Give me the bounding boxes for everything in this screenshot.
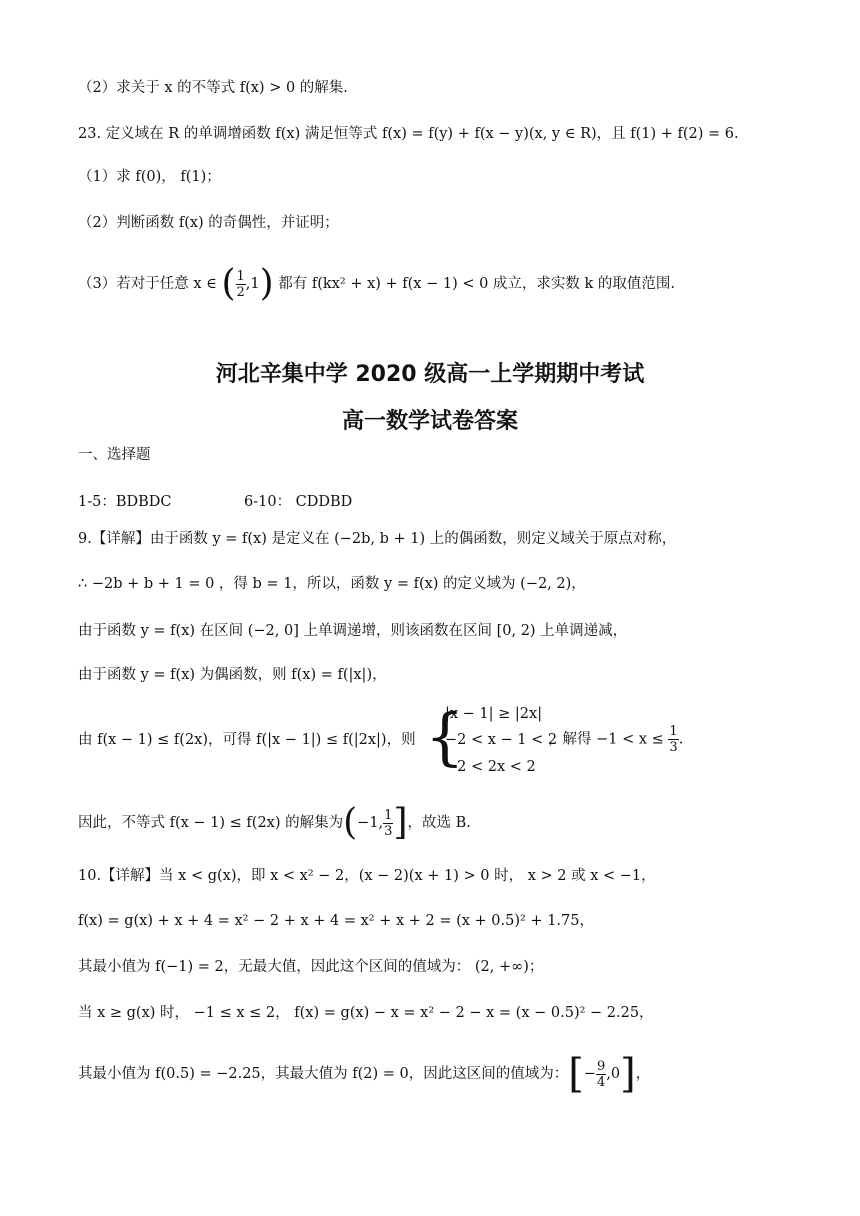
sol10-line5: 其最小值为 f(0.5) = −2.25，其最大值为 f(2) = 0，因此这区间的值域为：[− $\frac{9}{4}$ ,0]，: [78, 1051, 651, 1097]
sol10-line3: 其最小值为 f(−1) = 2，无最大值，因此这个区间的值域为： (2, +∞)；: [78, 959, 544, 975]
sol9-line2: ∴ −2b + b + 1 = 0 ，得 b = 1，所以，函数 y = f(x) 的定义域为 (−2, 2)，: [78, 576, 586, 592]
answer-title: 高一数学试卷答案: [341, 409, 518, 434]
sol9-line4: 由于函数 y = f(x) 为偶函数，则 f(x) = f(|x|)，: [78, 667, 387, 683]
sol10-line2: f(x) = g(x) + x + 4 = x² − 2 + x + 4 = x² + x + 2 = (x + 0.5)² + 1.75，: [78, 913, 594, 929]
exam-title: 河北辛集中学 2020 级高一上学期期中考试: [215, 362, 645, 387]
system-row-3: −2 < 2x < 2: [445, 759, 536, 775]
q23-part3-lead: （3）若对于任意 x ∈: [78, 276, 217, 292]
system-brace: {: [425, 700, 465, 773]
sol9-line5-lead: 由 f(x − 1) ≤ f(2x)，可得 f(|x − 1|) ≤ f(|2x|)，则: [78, 732, 416, 748]
half-fraction: $\frac{1}{2}$: [236, 268, 245, 300]
sol9-line6: 因此，不等式 f(x − 1) ≤ f(2x) 的解集为(−1, $\frac{1}{3}$ ]，故选 B.: [78, 802, 471, 843]
system-row-2: −2 < x − 1 < 2: [445, 732, 558, 748]
nine-quarters-fraction: $\frac{9}{4}$: [597, 1058, 606, 1090]
q23-part3-tail: 都有 f(kx² + x) + f(x − 1) < 0 成立，求实数 k 的取值范围.: [278, 276, 676, 292]
q23-stem: 23. 定义域在 R 的单调增函数 f(x) 满足恒等式 f(x) = f(y) + f(x − y)(x, y ∈ R)，且 f(1) + f(2) = 6.: [78, 126, 739, 142]
system-row-1: |x − 1| ≥ |2x|: [445, 706, 543, 722]
q23-part2: （2）判断函数 f(x) 的奇偶性，并证明；: [78, 215, 339, 231]
sol10-line1: 10.【详解】当 x < g(x)，即 x < x² − 2，(x − 2)(x + 1) > 0 时， x > 2 或 x < −1，: [78, 868, 656, 884]
answers-1-5: 1-5：BDBDC: [78, 494, 172, 510]
sol9-line5-tail: ，解得 −1 < x ≤ $\frac{1}{3}$ .: [548, 724, 684, 755]
sol10-line4: 当 x ≥ g(x) 时， −1 ≤ x ≤ 2， f(x) = g(x) − x = x² − 2 − x = (x − 0.5)² − 2.25，: [78, 1005, 654, 1021]
sol9-line1: 9.【详解】由于函数 y = f(x) 是定义在 (−2b, b + 1) 上的偶函数，则定义域关于原点对称，: [78, 531, 677, 547]
answers-6-10: 6-10： CDDBD: [244, 494, 353, 510]
q23-part3: （3）若对于任意 x ∈ ( $\frac{1}{2}$ ,1) 都有 f(kx² + x) + f(x − 1) < 0 成立，求实数 k 的取值范围.: [78, 263, 676, 304]
one-third-fraction: $\frac{1}{3}$: [384, 807, 393, 839]
sol9-line3: 由于函数 y = f(x) 在区间 (−2, 0] 上单调递增，则该函数在区间 [0, 2) 上单调递减，: [78, 623, 628, 639]
section-heading: 一、选择题: [78, 447, 151, 463]
q23-part1: （1）求 f(0)， f(1)；: [78, 169, 221, 185]
one-third-fraction: $\frac{1}{3}$: [669, 724, 678, 755]
q22-part2: （2）求关于 x 的不等式 f(x) > 0 的解集.: [78, 80, 348, 96]
